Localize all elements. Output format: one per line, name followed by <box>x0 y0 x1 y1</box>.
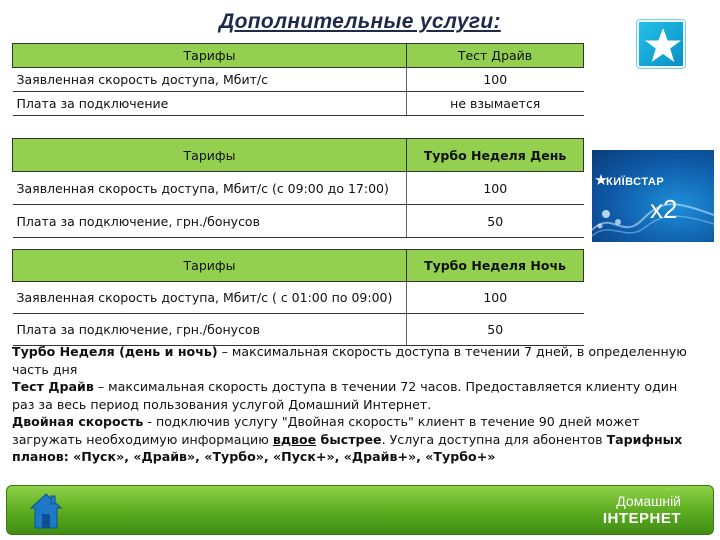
table-row <box>13 314 584 346</box>
table-row <box>13 92 584 116</box>
table-row <box>13 205 584 238</box>
home-icon <box>29 492 63 530</box>
term-turbo-week: Турбо Неделя (день и ночь) <box>12 344 218 359</box>
table-header-row <box>13 139 584 172</box>
emphasis-twice: вдвое <box>272 431 317 447</box>
description-text: - подключив услугу "Двойная скорость" клиент в течение 90 дней может загружать необходимую информацию <box>12 414 640 447</box>
tariff-table-turbo-day <box>12 138 584 238</box>
table-cell: 100 <box>407 172 584 205</box>
promo-brand: КИЇВСТАР <box>606 176 665 188</box>
table-header-cell: Тарифы <box>13 44 407 68</box>
table-header-cell: Тарифы <box>13 139 407 172</box>
table-row <box>13 172 584 205</box>
table-header-row <box>13 44 584 68</box>
term-double-speed: Двойная скорость <box>12 414 144 429</box>
kyivstar-star-logo <box>637 20 685 68</box>
description-paragraph <box>12 378 702 413</box>
footer-brand-line2: ІНТЕРНЕТ <box>602 510 681 527</box>
table-cell: 100 <box>407 68 584 92</box>
table-cell: не взымается <box>407 92 584 116</box>
table-row <box>13 68 584 92</box>
table-header-cell: Тест Драйв <box>407 44 584 68</box>
tariff-table-test-drive <box>12 43 584 116</box>
description-block <box>12 343 702 466</box>
tariff-plans-list: Тарифных планов: «Пуск», «Драйв», «Турбо», «Пуск+», «Драйв+», «Турбо+» <box>12 431 683 464</box>
table-cell: Плата за подключение, грн./бонусов <box>13 205 407 238</box>
kyivstar-x2-promo-image <box>592 150 714 242</box>
footer-banner <box>6 485 714 535</box>
description-paragraph <box>12 413 702 466</box>
table-cell: Заявленная скорость доступа, Мбит/с ( с 01:00 по 09:00) <box>13 282 407 314</box>
promo-multiplier: x2 <box>650 194 678 224</box>
table-cell: Плата за подключение, грн./бонусов <box>13 314 407 346</box>
star-icon <box>643 26 683 66</box>
description-text: – максимальная скорость доступа в течении 7 дней, в определенную часть дня <box>12 344 687 377</box>
table-header-cell: Турбо Неделя Ночь <box>407 250 584 282</box>
table-row <box>13 282 584 314</box>
table-cell: Заявленная скорость доступа, Мбит/с <box>13 68 407 92</box>
footer-brand-line1: Домашній <box>616 493 681 509</box>
table-cell: 50 <box>407 314 584 346</box>
term-test-drive: Тест Драйв <box>12 379 94 394</box>
table-header-cell: Тарифы <box>13 250 407 282</box>
table-header-row <box>13 250 584 282</box>
description-text: . Услуга доступна для абонентов <box>381 431 607 447</box>
table-header-cell: Турбо Неделя День <box>407 139 584 172</box>
description-text: – максимальная скорость доступа в течении 72 часов. Предоставляется клиенту один раз за весь период пользования услугой Домашний Интернет. <box>12 379 678 412</box>
tariff-table-turbo-night <box>12 249 584 346</box>
table-cell: 100 <box>407 282 584 314</box>
table-cell: Плата за подключение <box>13 92 407 116</box>
emphasis-faster: быстрее <box>316 431 382 447</box>
table-cell: Заявленная скорость доступа, Мбит/с (с 09:00 до 17:00) <box>13 172 407 205</box>
page-title: Дополнительные услуги: <box>219 10 501 33</box>
table-cell: 50 <box>407 205 584 238</box>
description-paragraph <box>12 343 702 378</box>
